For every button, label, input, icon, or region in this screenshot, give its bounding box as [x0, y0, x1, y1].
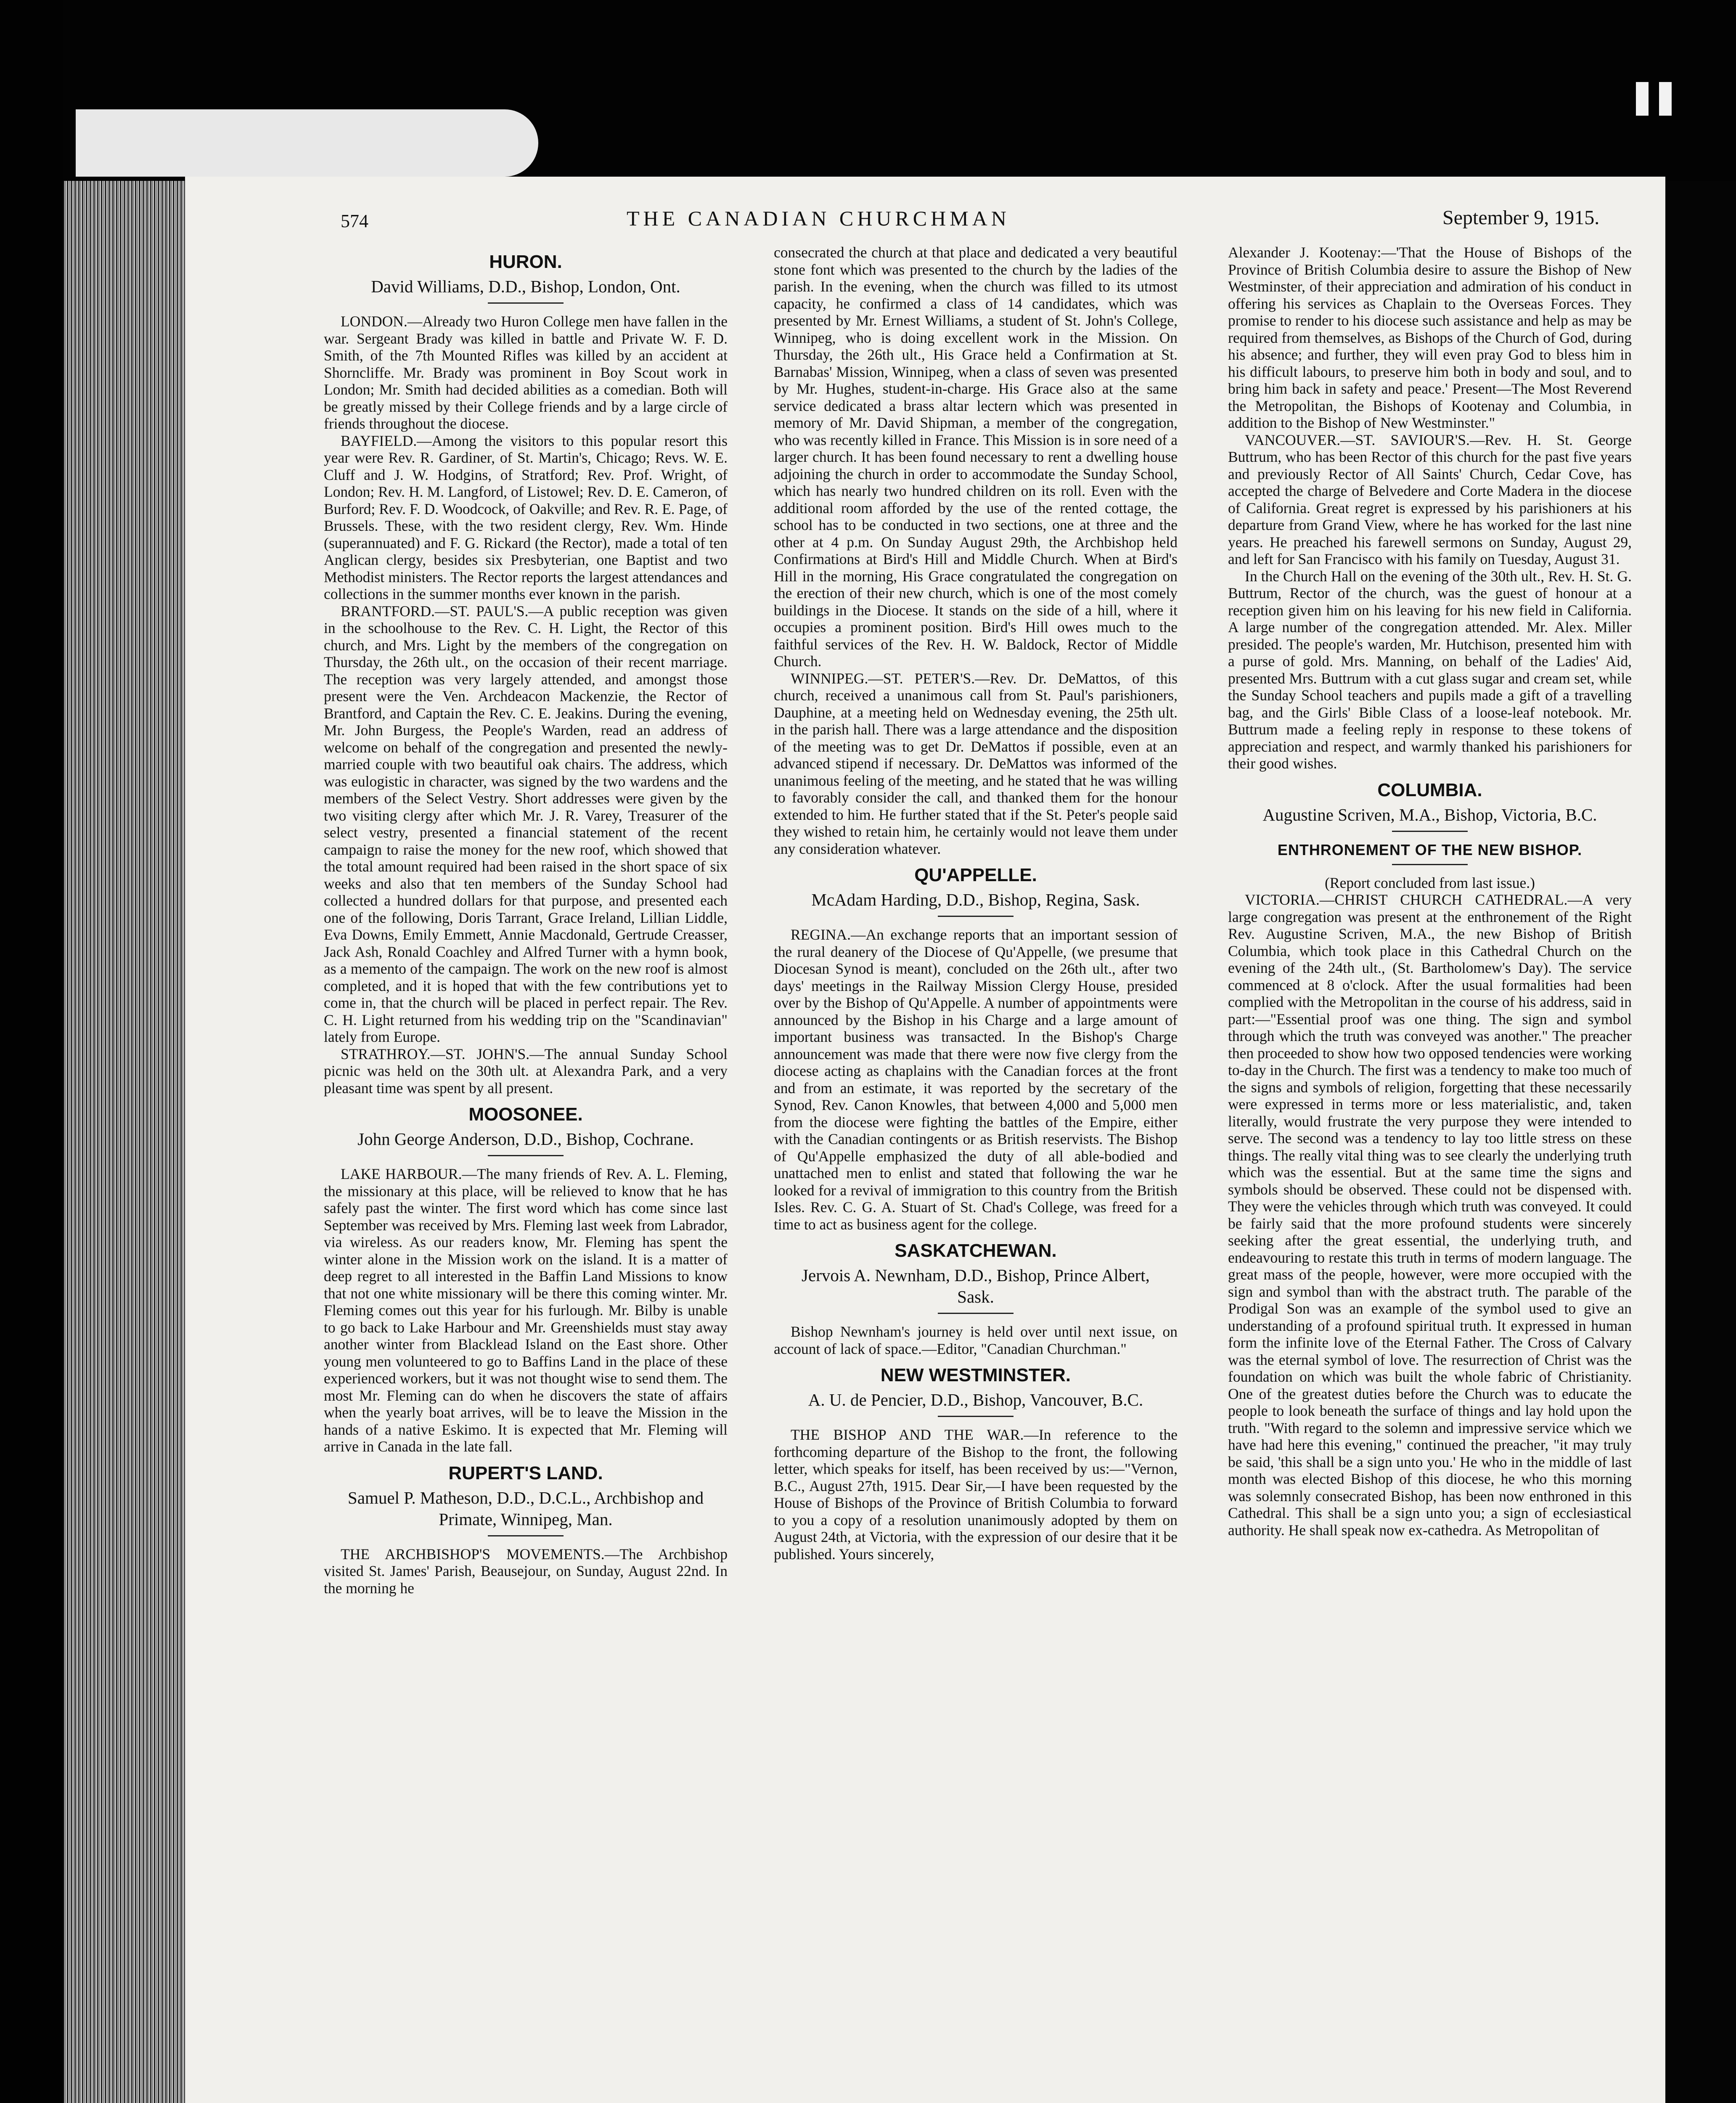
divider: [1392, 864, 1468, 865]
article-paragraph: BRANTFORD.—ST. PAUL'S.—A public reception was given in the schoolhouse to the Rev. C. H. Light, the Rector of this church, and Mrs. Light by the members of the congregation on Thursday, the 26th ult., on the occasion of their recent marriage. The reception was very largely attended, and amongst those present were the Ven. Archdeacon Mackenzie, the Rector of Brantford, and Captain the Rev. C. E. Jeakins. During the evening, Mr. John Burgess, the People's Warden, read an address of welcome on behalf of the congregation and presented the newly-married couple with two beautiful oak chairs. The address, which was eulogistic in character, was signed by the two wardens and the members of the Select Vestry. Short addresses were given by the two visiting clergy after which Mr. J. R. Varey, Treasurer of the select vestry, presented a financial statement of the recent campaign to raise the money for the new roof, which showed that the total amount required had been raised in the short space of six weeks and also that ten members of the Sunday School had collected a hundred dollars for that purpose, and presented each one of the following, Doris Tarrant, Grace Ireland, Lillian Liddle, Eva Downs, Emily Emmett, Annie Macdonald, Gertrude Creasser, Jack Ash, Ronald Coachley and Alfred Turner with a hymn book, as a memento of the campaign. The work on the new roof is almost completed, and it is hoped that with the few contributions yet to come in, that the church will be placed in perfect repair. The Rev. C. H. Light returned from his wedding trip on the "Scandinavian" lately from Europe.: [324, 602, 728, 1045]
section-title-huron: HURON.: [489, 252, 562, 272]
page-number: 574: [341, 211, 368, 231]
section-title-ruperts-land: RUPERT'S LAND.: [448, 1462, 603, 1483]
column-1: [324, 244, 728, 2103]
running-head: [185, 191, 1665, 231]
article-paragraph: REGINA.—An exchange reports that an important session of the rural deanery of the Diocese of Qu'Appelle, (we presume that Diocesan Synod is meant), concluded on the 26th ult., after two days' meetings in the Railway Mission Clergy House, presided over by the Bishop of Qu'Appelle. A number of appointments were announced by the Bishop in his Charge and a large amount of important business was transacted. In the Bishop's Charge announcement was made that there were now five clergy from the diocese acting as chaplains with the Canadian forces at the front and from an estimate, it was reported by the secretary of the Synod, Rev. Canon Knowles, that between 4,000 and 5,000 men from the diocese were fighting the battles of the Empire, either with the Canadian contingents or as British reservists. The Bishop of Qu'Appelle emphasized the duty of all able-bodied and unattached men to enlist and stated that following the war he looked for a revival of immigration to this country from the British Isles. Rev. C. G. A. Stuart of St. Chad's College, was freed for a time to act as business agent for the college.: [774, 926, 1178, 1233]
article-paragraph: Bishop Newnham's journey is held over until next issue, on account of lack of space.—Editor, "Canadian Churchman.": [774, 1323, 1178, 1357]
divider: [488, 1535, 564, 1536]
book-spine-highlight: [76, 109, 538, 177]
bishop-line: A. U. de Pencier, D.D., Bishop, Vancouver, B.C.: [808, 1390, 1143, 1409]
book-page-edges: [63, 181, 189, 2103]
editorial-note: (Report concluded from last issue.): [1325, 874, 1535, 891]
article-paragraph: STRATHROY.—ST. JOHN'S.—The annual Sunday School picnic was held on the 30th ult. at Alexandra Park, and a very pleasant time was spent by all present.: [324, 1045, 728, 1097]
column-2: [774, 244, 1178, 2103]
article-paragraph: VANCOUVER.—ST. SAVIOUR'S.—Rev. H. St. George Buttrum, who has been Rector of this church for the past five years and previously Rector of All Saints' Church, Cedar Cove, has accepted the charge of Belvedere and Corte Madera in the diocese of California. Great regret is expressed by his parishioners at his departure from Grand View, where he has worked for the last nine years. He preached his farewell sermons on Sunday, August 29, and left for San Francisco with his family on Tuesday, August 31.: [1228, 431, 1632, 567]
article-paragraph: THE BISHOP AND THE WAR.—In reference to the forthcoming departure of the Bishop to the front, the following letter, which speaks for itself, has been received by us:—"Vernon, B.C., August 27th, 1915. Dear Sir,—I have been requested by the House of Bishops of the Province of British Columbia to forward to you a copy of a resolution unanimously adopted by them on August 24th, at Victoria, with the expression of our desire that it be published. Yours sincerely,: [774, 1426, 1178, 1563]
bishop-line: John George Anderson, D.D., Bishop, Cochrane.: [357, 1129, 694, 1149]
bishop-line: Jervois A. Newnham, D.D., Bishop, Prince Albert, Sask.: [802, 1266, 1150, 1306]
divider: [938, 1313, 1014, 1314]
bishop-line: McAdam Harding, D.D., Bishop, Regina, Sask.: [811, 890, 1140, 909]
bishop-line: David Williams, D.D., Bishop, London, Ont.: [371, 277, 680, 296]
article-paragraph: consecrated the church at that place and dedicated a very beautiful stone font which was presented to the church by the ladies of the parish. In the evening, when the church was filled to its utmost capacity, he confirmed a class of 14 candidates, which was presented by Mr. Ernest Williams, a student of St. John's College, Winnipeg, who is doing excellent work in the Mission. On Thursday, the 26th ult., His Grace held a Confirmation at St. Barnabas' Mission, Winnipeg, when a class of seven was presented by Mr. Hughes, student-in-charge. His Grace also at the same service dedicated a brass altar lectern which was presented in memory of Mr. David Shipman, a member of the congregation, who was recently killed in France. This Mission is in sore need of a larger church. It has been found necessary to rent a dwelling house adjoining the church in order to accommodate the Sunday School, which has nearly two hundred children on its roll. Even with the additional room afforded by the use of the rented cottage, the school has to be conducted in two sections, one at three and the other at 4 p.m. On Sunday August 29th, the Archbishop held Confirmations at Bird's Hill and Middle Church. When at Bird's Hill in the morning, His Grace congratulated the congregation on the erection of their new church, which is one of the most comely buildings in the Diocese. It stands on the side of a hill, where it occupies a prominent position. Bird's Hill owes much to the faithful services of the Rev. H. W. Baldock, Rector of Middle Church.: [774, 244, 1178, 670]
section-title-quappelle: QU'APPELLE.: [914, 865, 1037, 885]
divider: [938, 1416, 1014, 1417]
scanner-mark: [1659, 82, 1672, 116]
bishop-line: Samuel P. Matheson, D.D., D.C.L., Archbishop and Primate, Winnipeg, Man.: [347, 1488, 704, 1529]
publication-title: THE CANADIAN CHURCHMAN: [627, 207, 1010, 230]
article-paragraph: LAKE HARBOUR.—The many friends of Rev. A. L. Fleming, the missionary at this place, will be relieved to know that he has safely past the winter. The first word which has come since last September was received by Mrs. Fleming last week from Labrador, via wireless. As our readers know, Mr. Fleming has spent the winter alone in the Mission work on the island. It is a matter of deep regret to all interested in the Baffin Land Missions to know that not one white missionary will be there this coming winter. Mr. Fleming comes out this year for his furlough. Mr. Bilby is unable to go back to Lake Harbour and Mr. Greenshields must stay away another winter from Blacklead Island on the East shore. Other young men volunteered to go to Baffins Land in the place of these experienced workers, but it was not thought wise to send them. The most Mr. Fleming can do when he discovers the state of affairs when the yearly boat arrives, will be to leave the Mission in the hands of a native Eskimo. It is expected that Mr. Fleming will arrive in Canada in the late fall.: [324, 1165, 728, 1455]
issue-date: September 9, 1915.: [1442, 207, 1600, 229]
newspaper-page: [185, 177, 1665, 2103]
section-title-moosonee: MOOSONEE.: [468, 1104, 583, 1125]
article-paragraph: In the Church Hall on the evening of the 30th ult., Rev. H. St. G. Buttrum, Rector of the church, was the guest of honour at a reception given him on his leaving for his new field in California. A large number of the congregation attended. Mr. Alex. Miller presided. The people's warden, Mr. Hutchison, presented him with a purse of gold. Mrs. Manning, on behalf of the Ladies' Aid, presented Mrs. Buttrum with a cut glass sugar and cream set, while the Sunday School teachers and pupils made a gift of a travelling bag, and the Girls' Bible Class of a loose-leaf notebook. Mr. Buttrum made a feeling reply in response to these tokens of appreciation and respect, and warmly thanked his parishioners for their good wishes.: [1228, 567, 1632, 772]
divider: [488, 1155, 564, 1156]
divider: [1392, 831, 1468, 832]
bishop-line: Augustine Scriven, M.A., Bishop, Victoria, B.C.: [1262, 805, 1597, 824]
divider: [938, 916, 1014, 917]
column-3: [1228, 244, 1632, 2103]
article-paragraph: BAYFIELD.—Among the visitors to this popular resort this year were Rev. R. Gardiner, of St. Martin's, Chicago; Revs. W. E. Cluff and J. W. Hodgins, of Stratford; Rev. Prof. Wright, of London; Rev. H. M. Langford, of Listowel; Rev. D. E. Cameron, of Burford; Rev. F. D. Woodcock, of Oakville; and Rev. R. E. Page, of Brussels. These, with the two resident clergy, Rev. Wm. Hinde (superannuated) and F. G. Rickard (the Rector), made a total of ten Anglican clergy, besides six Presbyterian, one Baptist and two Methodist ministers. The Rector reports the largest attendances and collections in the summer months ever known in the parish.: [324, 432, 728, 602]
scanner-mark: [1636, 82, 1649, 116]
subheading-enthronement: ENTHRONEMENT OF THE NEW BISHOP.: [1277, 841, 1583, 858]
article-paragraph: THE ARCHBISHOP'S MOVEMENTS.—The Archbishop visited St. James' Parish, Beausejour, on Sunday, August 22nd. In the morning he: [324, 1545, 728, 1597]
divider: [488, 302, 564, 304]
article-paragraph: VICTORIA.—CHRIST CHURCH CATHEDRAL.—A very large congregation was present at the enthronement of the Right Rev. Augustine Scriven, M.A., the new Bishop of British Columbia, which took place in this Cathedral Church on the evening of the 24th ult., (St. Bartholomew's Day). The service commenced at 8 o'clock. After the usual formalities had been complied with the Metropolitan in the course of his address, said in part:—"Essential proof was one thing. The sign and symbol through which the truth was conveyed was another." The preacher then proceeded to show how two opposed tendencies were working to-day in the Church. The first was a tendency to make too much of the signs and symbols of religion, forgetting that these necessarily were expressed in terms more or less materialistic, and, taken literally, would frustrate the very purpose they were intended to serve. The second was a tendency to lay too little stress on these things. The really vital thing was to see clearly the underlying truth which was the essential. But at the same time the signs and symbols should be observed. These could not be dispensed with. They were the vehicles through which truth was conveyed. It could be fairly said that the more profound students were sincerely seeking after the great essential, the underlying truth, and endeavouring to restate this truth in terms of modern language. The great mass of the people, however, were more occupied with the sign and symbol than with the abstract truth. The parable of the Prodigal Son was an example of the symbol used to give an understanding of a profound spiritual truth. It expressed in human form the infinite love of the Eternal Father. The Cross of Calvary was the eternal symbol of love. The resurrection of Christ was the foundation on which was built the whole fabric of Christianity. One of the greatest duties before the Church was to educate the people to look beneath the surface of things and lay hold upon the truth. "With regard to the solemn and impressive service which we have had here this evening," continued the preacher, "it may truly be said, 'this shall be a sign unto you.' He who in the middle of last month was elected Bishop of this diocese, he who this morning was solemnly consecrated Bishop, has been now enthroned in this Cathedral. This shall be a sign unto you; a sign of ecclesiastical authority. He shall speak now ex-cathedra. As Metropolitan of: [1228, 891, 1632, 1539]
article-paragraph: Alexander J. Kootenay:—'That the House of Bishops of the Province of British Columbia desire to assure the Bishop of New Westminster, of their appreciation and admiration of his conduct in offering his services as Chaplain to the Overseas Forces. They promise to render to his diocese such assistance and help as may be required from themselves, as Bishops of the Church of God, during his absence; and further, they will even pray God to bless him in his difficult labours, to preserve him both in body and soul, and to bring him back in safety and peace.' Present—The Most Reverend the Metropolitan, the Bishops of Kootenay and Columbia, in addition to the Bishop of New Westminster.": [1228, 244, 1632, 431]
article-paragraph: LONDON.—Already two Huron College men have fallen in the war. Sergeant Brady was killed in battle and Private W. F. D. Smith, of the 7th Mounted Rifles was killed by an accident at Shorncliffe. Mr. Brady was prominent in Boy Scout work in London; Mr. Smith had decided abilities as a comedian. Both will be greatly missed by their College friends and by a large circle of friends throughout the diocese.: [324, 313, 728, 432]
section-title-new-westminster: NEW WESTMINSTER.: [880, 1365, 1071, 1385]
scan-background-left: [0, 0, 63, 2103]
article-paragraph: WINNIPEG.—ST. PETER'S.—Rev. Dr. DeMattos, of this church, received a unanimous call from St. Paul's parishioners, Dauphine, at a meeting held on Wednesday evening, the 25th ult. in the parish hall. There was a large attendance and the disposition of the meeting was to get Dr. DeMattos if possible, even at an advanced stipend if necessary. Dr. DeMattos was informed of the unanimous feeling of the meeting, and he stated that he was willing to favorably consider the call, and thanked them for the honour extended to him. He further stated that if the St. Peter's people said they wished to retain him, he certainly would not leave them under any consideration whatever.: [774, 670, 1178, 857]
section-title-saskatchewan: SASKATCHEWAN.: [894, 1240, 1057, 1261]
section-title-columbia: COLUMBIA.: [1377, 779, 1482, 800]
